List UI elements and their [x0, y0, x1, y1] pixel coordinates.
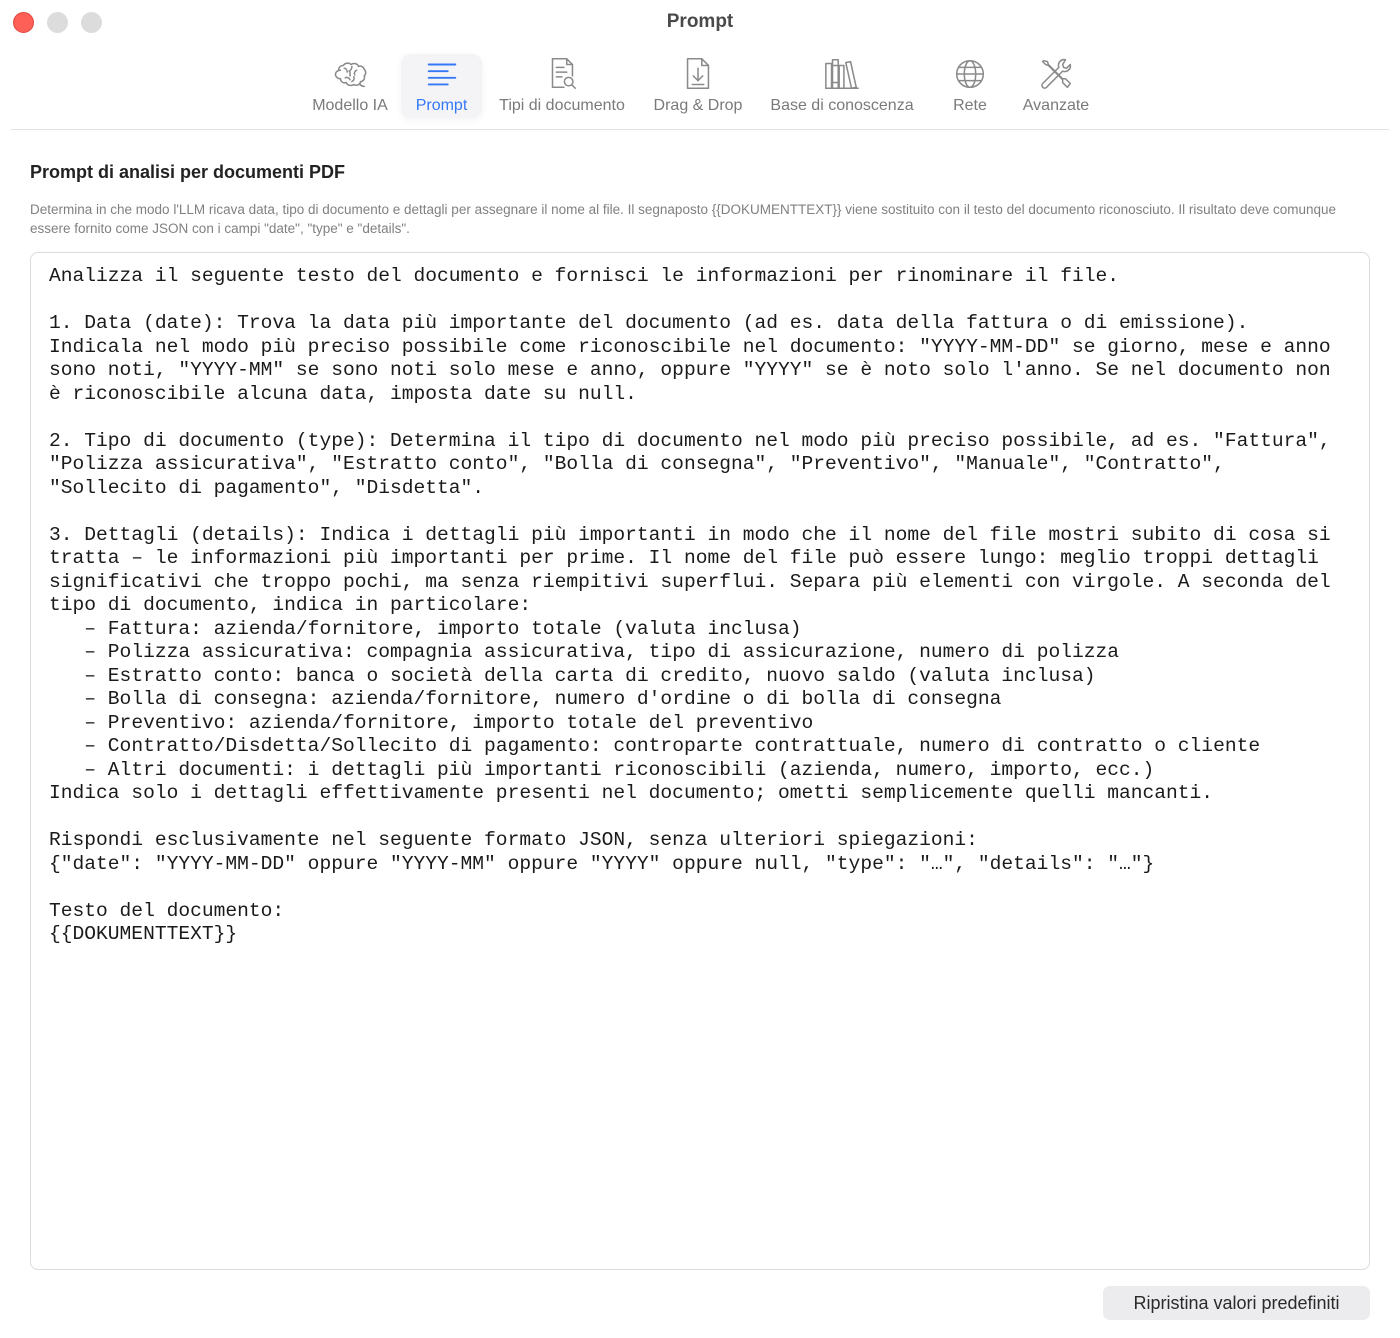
tab-label: Base di conoscenza	[770, 97, 914, 114]
tab-label: Rete	[953, 97, 987, 114]
tab-label: Modello IA	[312, 97, 388, 114]
tools-icon	[1037, 54, 1075, 94]
tab-label: Avanzate	[1022, 97, 1090, 114]
tab-prompt[interactable]	[401, 54, 482, 118]
tab-tipi-di-documento[interactable]	[490, 54, 634, 118]
books-icon	[823, 54, 861, 94]
toolbar-divider	[11, 129, 1389, 130]
text-lines-icon	[423, 54, 461, 94]
section-title: Prompt di analisi per documenti PDF	[30, 162, 346, 182]
tab-rete[interactable]	[945, 54, 995, 118]
prompt-editor	[30, 252, 1370, 1270]
settings-toolbar	[0, 50, 1400, 122]
document-search-icon	[543, 54, 581, 94]
section-description: Determina in che modo l'LLM ricava data, tipo di documento e dettagli per assegnare il nome al file. Il segnaposto {{DOKUMENTTEXT}} viene sostituito con il testo del documento riconosciuto. Il risultato deve comunque essere fornito come JSON con i campi "date", "type" e "details".	[30, 202, 1337, 236]
tab-label: Prompt	[415, 97, 468, 114]
tab-label: Tipi di documento	[499, 97, 625, 114]
tab-label: Drag & Drop	[653, 97, 743, 114]
reset-defaults-button[interactable]: Ripristina valori predefiniti	[1103, 1286, 1370, 1320]
prompt-text-area[interactable]	[49, 265, 1351, 1257]
brain-icon	[331, 54, 369, 94]
tab-avanzate[interactable]	[1015, 54, 1097, 118]
tab-base-di-conoscenza[interactable]	[762, 54, 922, 118]
window-title: Prompt	[666, 11, 734, 32]
document-download-icon	[679, 54, 717, 94]
tab-modello-ia[interactable]	[305, 54, 395, 118]
tab-drag-drop[interactable]	[648, 54, 748, 118]
globe-icon	[951, 54, 989, 94]
